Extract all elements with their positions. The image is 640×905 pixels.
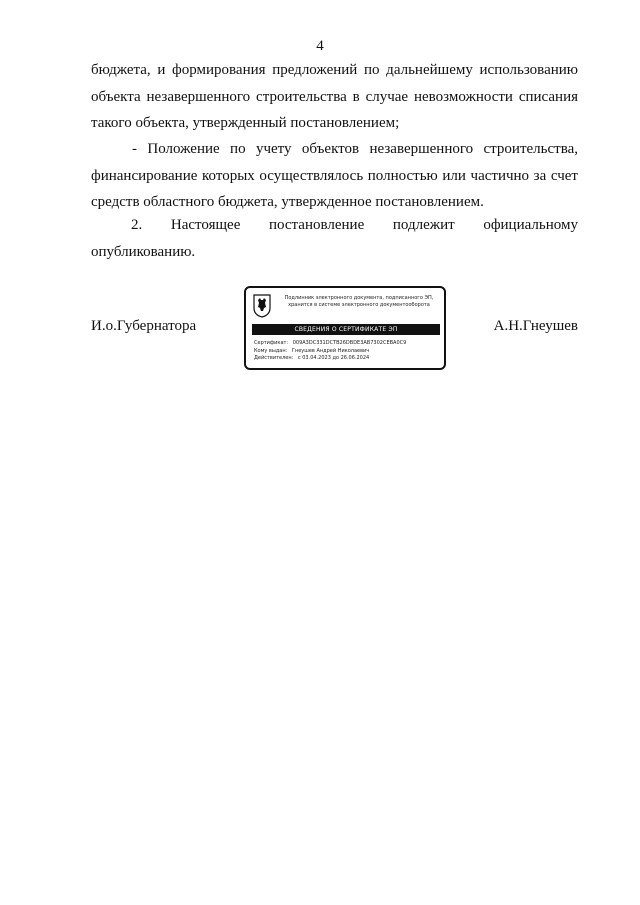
validity-row [254,355,406,363]
certificate-value: 009A3DC331DCTB26DBDE3AB7302CEBA0C9 [292,340,407,346]
paragraph-3-word-2: постановление [269,217,365,233]
certificate-row [254,340,406,348]
signer-name: А.Н.Гнеушев [493,318,578,334]
paragraph-3-number: 2. [131,217,143,233]
page-number: 4 [316,38,324,54]
stamp-details [254,340,406,363]
paragraph-1: бюджета, и формирования предложений по дальнейшему использованию объекта незавершенного строительства в случае невозможности списания такого объекта, утвержденный постановлением; [91,62,578,131]
certificate-label: Сертификат: [254,340,289,346]
paragraph-3-word-4: официальному [483,217,578,233]
paragraph-3-word-3: подлежит [392,217,455,233]
stamp-title-bar: СВЕДЕНИЯ О СЕРТИФИКАТЕ ЭП [252,324,440,335]
paragraph-3-second-line: опубликованию. [91,243,196,260]
validity-value: с 03.04.2023 до 26.06.2024 [297,355,370,361]
issued-to-label: Кому выдан: [254,347,288,354]
issued-to-value: Гнеушев Андрей Николаевич [291,347,370,354]
stamp-header-line-2: хранится в системе электронного документооборота [288,302,430,308]
issued-to-row [254,348,406,356]
paragraph-3-word-1: Настоящее [170,217,241,233]
stamp-header [276,295,442,309]
validity-label: Действителен: [254,355,294,361]
signer-role: И.о.Губернатора [91,318,197,334]
paragraph-2: - Положение по учету объектов незавершенного строительства, финансирование которых осуществлялось полностью или частично за счет средств областного бюджета, утвержденное постановлением. [91,141,578,210]
coat-of-arms-icon [253,294,271,318]
paragraph-3-first-line [91,212,578,239]
stamp-header-line-1: Подлинник электронного документа, подписанного ЭП, [284,295,434,301]
electronic-signature-stamp [244,286,446,370]
paragraph-3 [91,212,578,265]
